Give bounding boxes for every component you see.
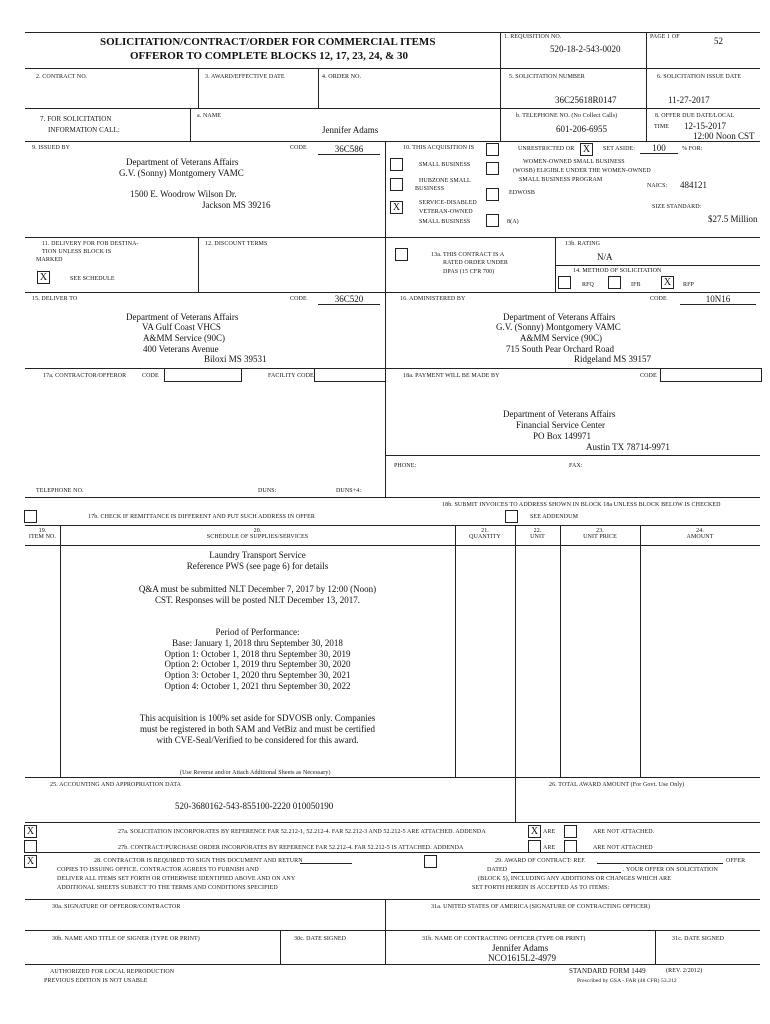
payment-line2: Financial Service Center [516,420,605,430]
contact-name[interactable]: Jennifer Adams [322,125,379,135]
27b-text: 27b. CONTRACT/PURCHASE ORDER INCORPORATES BY REFERENCE FAR 52.212-4. FAR 52.212-5 IS ATTACHED. ADDENDA [118,845,464,851]
rule [25,525,760,526]
issuer-line4: Jackson MS 39216 [202,200,271,210]
eight-a-label: 8(A) [507,219,519,225]
set-aside-line2: must be registered in both SAM and VetBiz and must be certified [139,724,376,734]
service-title: Laundry Transport Service [209,550,306,560]
edwosb-label: EDWOSB [509,190,535,196]
time-label: TIME [654,124,670,130]
form-title-line2: OFFEROR TO COMPLETE BLOCKS 12, 17, 23, 24, & 30 [130,50,408,62]
co-id: NCO1615L2-4979 [488,953,556,963]
signer-name-label: 30b. NAME AND TITLE OF SIGNER (TYPE OR PRINT) [52,936,200,942]
award-date-label: 3. AWARD/EFFECTIVE DATE [205,74,285,80]
rating-value[interactable]: N/A [597,252,613,262]
rule [655,930,656,964]
rfq-label: RFQ [582,282,594,288]
rule [25,822,760,823]
hubzone-line1: HUBZONE SMALL [419,178,471,184]
set-aside-percent[interactable]: 100 [640,143,678,154]
pop-option-2: Option 2: October 1, 2019 thru September 30, 2020 [164,659,351,669]
percent-for-label: % FOR: [682,146,703,152]
col-quantity: 21. QUANTITY [469,528,501,540]
contact-phone[interactable]: 601-206-6955 [556,124,607,134]
27a-text: 27a. SOLICITATION INCORPORATES BY REFERENCE FAR 52.212-1, 52.212-4. FAR 52.212-3 AND 52.212-5 ARE ATTACHED. ADDENDA [118,829,486,835]
form-prescribed: Prescribed by GSA - FAR (48 CFR) 53.212 [577,978,677,984]
usa-signature-label: 31a. UNITED STATES OF AMERICA (SIGNATURE OF CONTRACTING OFFICER) [431,904,651,910]
rule [25,108,760,109]
administered-by-label: 16. ADMINISTERED BY [400,296,466,302]
rule [190,108,191,141]
rule [25,32,760,33]
29-line1: 29. AWARD OF CONTRACT: REF. [495,858,586,864]
addendum-checkbox[interactable] [505,510,518,523]
payment-line3: PO Box 149971 [533,431,592,441]
rule [25,930,760,931]
27a-are-not-checkbox[interactable] [564,825,577,838]
naics-code[interactable]: 484121 [680,180,707,190]
fax-label: FAX: [569,463,583,469]
form-title-line1: SOLICITATION/CONTRACT/ORDER FOR COMMERCIAL ITEMS [100,36,436,48]
info-call-label-1: 7. FOR SOLICITATION [40,115,112,123]
pop-option-3: Option 3: October 1, 2020 thru September 30, 2021 [164,670,351,680]
rated-line3: DPAS (15 CFR 700) [443,269,495,275]
set-aside-label: SET ASIDE: [603,146,636,152]
29-line2-end: . YOUR OFFER ON SOLICITATION [623,867,718,873]
payment-code-label: CODE [640,373,657,379]
rated-order-checkbox[interactable] [395,248,408,261]
due-date-label: 8. OFFER DUE DATE/LOCAL [655,113,735,119]
form-number: STANDARD FORM 1449 [569,967,646,975]
issued-code-label: CODE [290,145,307,151]
requisition-label: 1. REQUISITION NO. [504,34,562,40]
deliver-line3: A&MM Service (90C) [143,333,225,343]
rule [280,930,281,964]
payment-line1: Department of Veterans Affairs [503,409,616,419]
rule [515,525,516,822]
acquisition-checkbox[interactable] [486,143,499,156]
hubzone-checkbox[interactable] [390,178,403,191]
rule [198,68,199,108]
pop-title: Period of Performance: [215,627,300,637]
rule [25,141,760,142]
submit-invoices-label: 18b. SUBMIT INVOICES TO ADDRESS SHOWN IN BLOCK 18a UNLESS BLOCK BELOW IS CHECKED [442,502,721,508]
rule [640,525,641,777]
page-total: 52 [714,36,723,46]
fob-label-3: MARKED [36,257,63,263]
rule [25,964,760,965]
issued-by-label: 9. ISSUED BY [32,145,71,151]
wosb-line1: WOMEN-OWNED SMALL BUSINESS [523,159,625,165]
29-ref-field[interactable] [597,856,723,864]
see-addendum-label: SEE ADDENDUM [530,514,579,520]
footer-left-1: AUTHORIZED FOR LOCAL REPRODUCTION [50,969,175,975]
remittance-checkbox[interactable] [24,510,37,523]
form-revision: (REV. 2/2012) [666,968,703,974]
accounting-data[interactable]: 520-3680162-543-855100-2220 010050190 [175,801,334,811]
phone-label: PHONE: [394,463,417,469]
29-checkbox[interactable] [424,855,437,868]
issuer-line2: G.V. (Sonny) Montgomery VAMC [119,168,244,178]
rule [385,141,386,497]
fob-label-2: TION UNLESS BLOCK IS [42,249,112,255]
rule [646,68,647,141]
29-dated-field[interactable] [511,865,621,873]
sdvosb-line2: VETERAN-OWNED [419,209,473,215]
rule [500,68,501,141]
rule [318,68,319,108]
rule [25,237,760,238]
27a-checkbox[interactable]: X [24,825,37,838]
page-label: PAGE 1 OF [650,34,680,40]
27a-are-checkbox[interactable]: X [528,825,541,838]
deliver-line1: Department of Veterans Affairs [126,312,239,322]
due-time[interactable]: 12:00 Noon CST [693,131,755,141]
rule [555,265,760,266]
service-reference: Reference PWS (see page 6) for details [186,561,329,571]
28-line1: 28. CONTRACTOR IS REQUIRED TO SIGN THIS DOCUMENT AND RETURN [94,858,303,864]
28-line3: DELIVER ALL ITEMS SET FORTH OR OTHERWISE IDENTIFIED ABOVE AND ON ANY [57,876,296,882]
rfp-checkbox[interactable]: X [661,276,674,289]
offeror-signature-label: 30a. SIGNATURE OF OFFEROR/CONTRACTOR [52,904,181,910]
issuer-line3: 1500 E. Woodrow Wilson Dr. [130,189,237,199]
telephone-no-label: TELEPHONE NO. [36,488,84,494]
rule [25,68,760,69]
admin-code[interactable]: 10N16 [680,294,756,305]
28-line2: COPIES TO ISSUING OFFICE. CONTRACTOR AGREES TO FURNISH AND [57,867,259,873]
naics-label: NAICS: [647,183,668,189]
sdvosb-line1: SERVICE-DISABLED [419,200,477,206]
29-dated: DATED [487,867,508,873]
ifb-label: IFB [631,282,641,288]
hubzone-line2: BUSINESS [415,186,445,192]
27b-are-not-checkbox[interactable] [564,840,577,853]
rule [385,455,760,456]
rule [500,32,501,68]
deliver-to-label: 15. DELIVER TO [32,296,78,302]
rule [25,545,760,546]
facility-code-label: FACILITY CODE [268,373,314,379]
pop-base: Base: January 1, 2018 thru September 30, 2018 [172,638,343,648]
rule [25,497,760,498]
fob-label-1: 11. DELIVERY FOR FOB DESTINA- [42,241,139,247]
contract-no-label: 2. CONTRACT NO. [36,74,88,80]
set-aside-line1: This acquisition is 100% set aside for SDVOSB only. Companies [139,713,376,723]
discount-terms-label: 12. DISCOUNT TERMS [205,241,268,247]
accounting-label: 25. ACCOUNTING AND APPROPRIATION DATA [50,782,182,788]
27b-are-not-label: ARE NOT ATTACHED [593,845,653,851]
28-copies-field[interactable] [300,856,352,864]
sdvosb-checkbox[interactable]: X [390,201,403,214]
edwosb-checkbox[interactable] [486,188,499,201]
due-date[interactable]: 12-15-2017 [684,121,726,131]
rule [25,899,760,900]
duns-label: DUNS: [258,488,277,494]
payment-code-field[interactable] [660,368,762,382]
telephone-label: b. TELEPHONE NO. (No Collect Calls) [516,113,618,119]
admin-line4: 715 South Pear Orchard Road [506,344,614,354]
27a-are-not-label: ARE NOT ATTACHED. [593,829,655,835]
unrestricted-label: UNRESTRICTED OR [518,146,575,152]
col-unit: 22. UNIT [530,528,545,540]
sdvosb-line3: SMALL BUSINESS [419,219,471,225]
rule [560,525,561,777]
deliver-line5: Biloxi MS 39531 [204,354,267,364]
rule [25,852,760,853]
contractor-code-field[interactable] [164,368,242,382]
unrestricted-checkbox[interactable]: X [580,143,593,156]
co-name: Jennifer Adams [492,943,549,953]
27b-are-checkbox[interactable] [528,840,541,853]
rating-label: 13b. RATING [565,241,601,247]
size-standard[interactable]: $27.5 Million [708,214,758,224]
admin-line1: Department of Veterans Affairs [503,312,616,322]
total-award-label: 26. TOTAL AWARD AMOUNT (For Govt. Use Only) [549,782,685,788]
method-label: 14. METHOD OF SOLICITATION [573,268,662,274]
ifb-checkbox[interactable] [608,276,621,289]
rated-line1: 13a. THIS CONTRACT IS A [431,252,505,258]
admin-line2: G.V. (Sonny) Montgomery VAMC [496,322,621,332]
reverse-note: (Use Reverse and/or Attach Additional Sheets as Necessary) [180,770,331,776]
pop-option-4: Option 4: October 1, 2021 thru September 30, 2022 [164,681,351,691]
rule [25,368,760,369]
deliver-code-label: CODE [290,296,307,302]
size-standard-label: SIZE STANDARD: [652,204,702,210]
admin-line3: A&MM Service (90C) [520,333,602,343]
see-schedule-label: SEE SCHEDULE [70,276,115,282]
wosb-line2: (WOSB) ELIGIBLE UNDER THE WOMEN-OWNED [513,168,651,174]
contractor-code-label: CODE [142,373,159,379]
requisition-value[interactable]: 520-18-2-543-0020 [550,44,621,54]
facility-code-field[interactable] [314,368,386,382]
rfq-checkbox[interactable] [558,276,571,289]
27b-checkbox[interactable] [24,840,37,853]
29-line3: (BLOCK 5), INCLUDING ANY ADDITIONS OR CHANGES WHICH ARE [478,876,671,882]
solicitation-date[interactable]: 11-27-2017 [668,95,710,105]
qa-line2: CST. Responses will be posted NLT December 13, 2017. [154,595,361,605]
eight-a-checkbox[interactable] [486,214,499,227]
contractor-label: 17a. CONTRACTOR/OFFEROR [43,373,127,379]
27a-are-label: ARE [543,829,556,835]
payment-label: 18a. PAYMENT WILL BE MADE BY [403,373,500,379]
rule [25,777,760,778]
27b-are-label: ARE [543,845,556,851]
rated-line2: RATED ORDER UNDER [443,260,509,266]
admin-line5: Ridgeland MS 39157 [574,354,652,364]
29-line1-end: OFFER [726,858,746,864]
order-no-label: 4. ORDER NO. [322,74,362,80]
qa-line1: Q&A must be submitted NLT December 7, 2017 by 12:00 (Noon) [138,584,377,594]
29-line4: SET FORTH HEREIN IS ACCEPTED AS TO ITEMS: [472,885,610,891]
set-aside-line3: with CVE-Seal/Verified to be considered for this award. [156,735,359,745]
deliver-line2: VA Gulf Coast VHCS [142,322,221,332]
issued-code[interactable]: 36C586 [318,144,380,155]
name-label: a. NAME [197,113,222,119]
solicitation-number-label: 5. SOLICITATION NUMBER [509,74,585,80]
28-checkbox[interactable]: X [24,855,37,868]
28-line4: ADDITIONAL SHEETS SUBJECT TO THE TERMS AND CONDITIONS SPECIFIED [57,885,278,891]
acquisition-label: 10. THIS ACQUISITION IS [403,145,475,151]
info-call-label-2: INFORMATION CALL: [48,126,120,134]
rule [455,525,456,777]
col-schedule: 20. SCHEDULE OF SUPPLIES/SERVICES [206,528,309,540]
solicitation-number[interactable]: 36C25618R0147 [555,95,617,105]
solicitation-date-label: 6. SOLICITATION ISSUE DATE [657,74,742,80]
small-business-checkbox[interactable] [390,158,403,171]
co-name-label: 31b. NAME OF CONTRACTING OFFICER (TYPE OR PRINT) [422,936,586,942]
footer-left-2: PREVIOUS EDITION IS NOT USABLE [44,978,148,984]
duns4-label: DUNS+4: [336,488,362,494]
pop-option-1: Option 1: October 1, 2018 thru September 30, 2019 [164,649,351,659]
wosb-line3: SMALL BUSINESS PROGRAM [519,177,603,183]
col-item-no: 19. ITEM NO. [28,528,57,540]
admin-code-label: CODE [650,296,667,302]
payment-line4: Austin TX 78714-9971 [586,442,670,452]
rule [198,237,199,292]
rule [646,32,647,68]
rule [25,292,760,293]
issuer-line1: Department of Veterans Affairs [126,157,239,167]
wosb-checkbox[interactable] [486,162,499,175]
remittance-label: 17b. CHECK IF REMITTANCE IS DIFFERENT AND PUT SUCH ADDRESS IN OFFER [88,514,316,520]
fob-checkbox[interactable]: X [37,271,50,284]
rfp-label: RFP [683,282,694,288]
col-unit-price: 23. UNIT PRICE [583,528,617,540]
col-amount: 24. AMOUNT [686,528,714,540]
co-date-label: 31c. DATE SIGNED [672,936,725,942]
small-business-label: SMALL BUSINESS [419,162,471,168]
rule [385,899,386,964]
signer-date-label: 30c. DATE SIGNED [294,936,347,942]
deliver-code[interactable]: 36C520 [318,294,380,305]
deliver-line4: 400 Veterans Avenue [143,344,219,354]
